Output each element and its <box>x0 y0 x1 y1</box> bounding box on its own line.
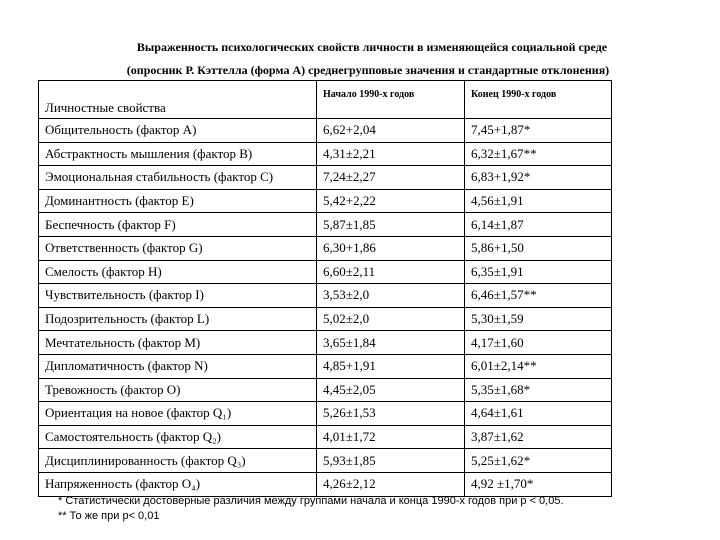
start-value-cell: 5,02±2,0 <box>317 307 465 331</box>
end-value-cell: 6,32±1,67** <box>465 142 612 166</box>
table-row <box>39 354 612 378</box>
header-end-1990s: Конец 1990-х годов <box>465 81 612 119</box>
start-value-cell: 4,45±2,05 <box>317 378 465 402</box>
table-row <box>39 331 612 355</box>
end-value-cell: 4,17±1,60 <box>465 331 612 355</box>
start-value-cell: 7,24±2,27 <box>317 166 465 190</box>
trait-cell: Доминантность (фактор Е) <box>39 189 317 213</box>
end-value-cell: 7,45+1,87* <box>465 119 612 143</box>
start-value-cell: 5,26±1,53 <box>317 402 465 426</box>
table-row <box>39 425 612 449</box>
start-value-cell: 4,26±2,12 <box>317 472 465 496</box>
table-row <box>39 260 612 284</box>
start-value-cell: 5,87±1,85 <box>317 213 465 237</box>
end-value-cell: 6,01±2,14** <box>465 354 612 378</box>
traits-table <box>38 80 612 497</box>
trait-cell: Беспечность (фактор F) <box>39 213 317 237</box>
trait-cell: Мечтательность (фактор М) <box>39 331 317 355</box>
start-value-cell: 4,01±1,72 <box>317 425 465 449</box>
header-start-1990s: Начало 1990-х годов <box>317 81 465 119</box>
table-row <box>39 472 612 496</box>
table-row <box>39 189 612 213</box>
start-value-cell: 5,93±1,85 <box>317 449 465 473</box>
trait-cell: Общительность (фактор А) <box>39 119 317 143</box>
trait-cell: Эмоциональная стабильность (фактор С) <box>39 166 317 190</box>
table-row <box>39 142 612 166</box>
table-header-row <box>39 81 612 119</box>
trait-cell: Смелость (фактор Н) <box>39 260 317 284</box>
title-line-1: Выраженность психологических свойств личности в изменяющейся социальной среде <box>136 40 608 54</box>
end-value-cell: 6,14±1,87 <box>465 213 612 237</box>
start-value-cell: 6,30+1,86 <box>317 236 465 260</box>
end-value-cell: 5,30±1,59 <box>465 307 612 331</box>
trait-cell: Ответственность (фактор G) <box>39 236 317 260</box>
start-value-cell: 4,31±2,21 <box>317 142 465 166</box>
end-value-cell: 6,46±1,57** <box>465 284 612 308</box>
header-traits: Личностные свойства <box>39 81 317 119</box>
end-value-cell: 5,25±1,62* <box>465 449 612 473</box>
table-row <box>39 236 612 260</box>
table-row <box>39 378 612 402</box>
end-value-cell: 6,83+1,92* <box>465 166 612 190</box>
end-value-cell: 4,56±1,91 <box>465 189 612 213</box>
trait-cell: Дипломатичность (фактор N) <box>39 354 317 378</box>
footnotes <box>58 494 564 524</box>
end-value-cell: 4,92 ±1,70* <box>465 472 612 496</box>
trait-cell: Тревожность (фактор О) <box>39 378 317 402</box>
table-row <box>39 284 612 308</box>
table-row <box>39 119 612 143</box>
trait-cell: Самостоятельность (фактор Q₂) <box>39 425 317 449</box>
end-value-cell: 6,35±1,91 <box>465 260 612 284</box>
table-row <box>39 213 612 237</box>
trait-cell: Абстрактность мышления (фактор В) <box>39 142 317 166</box>
trait-cell: Чувствительность (фактор I) <box>39 284 317 308</box>
end-value-cell: 4,64±1,61 <box>465 402 612 426</box>
footnote-significance-001: ** То же при p< 0,01 <box>58 510 160 522</box>
start-value-cell: 4,85+1,91 <box>317 354 465 378</box>
start-value-cell: 3,53±2,0 <box>317 284 465 308</box>
table-row <box>39 449 612 473</box>
start-value-cell: 3,65±1,84 <box>317 331 465 355</box>
start-value-cell: 5,42+2,22 <box>317 189 465 213</box>
start-value-cell: 6,62+2,04 <box>317 119 465 143</box>
start-value-cell: 6,60±2,11 <box>317 260 465 284</box>
end-value-cell: 5,86+1,50 <box>465 236 612 260</box>
end-value-cell: 3,87±1,62 <box>465 425 612 449</box>
trait-cell: Ориентация на новое (фактор Q₁) <box>39 402 317 426</box>
table-row <box>39 402 612 426</box>
end-value-cell: 5,35±1,68* <box>465 378 612 402</box>
title-line-2: (опросник Р. Кэттелла (форма А) среднегрупповые значения и стандартные отклонения) <box>126 63 610 77</box>
table-row <box>39 166 612 190</box>
trait-cell: Напряженность (фактор О₄) <box>39 472 317 496</box>
footnote-significance-005: * Статистически достоверные различия между группами начала и конца 1990-х годов при p < 0,05. <box>58 495 564 507</box>
trait-cell: Дисциплинированность (фактор Q₃) <box>39 449 317 473</box>
trait-cell: Подозрительность (фактор L) <box>39 307 317 331</box>
table-row <box>39 307 612 331</box>
